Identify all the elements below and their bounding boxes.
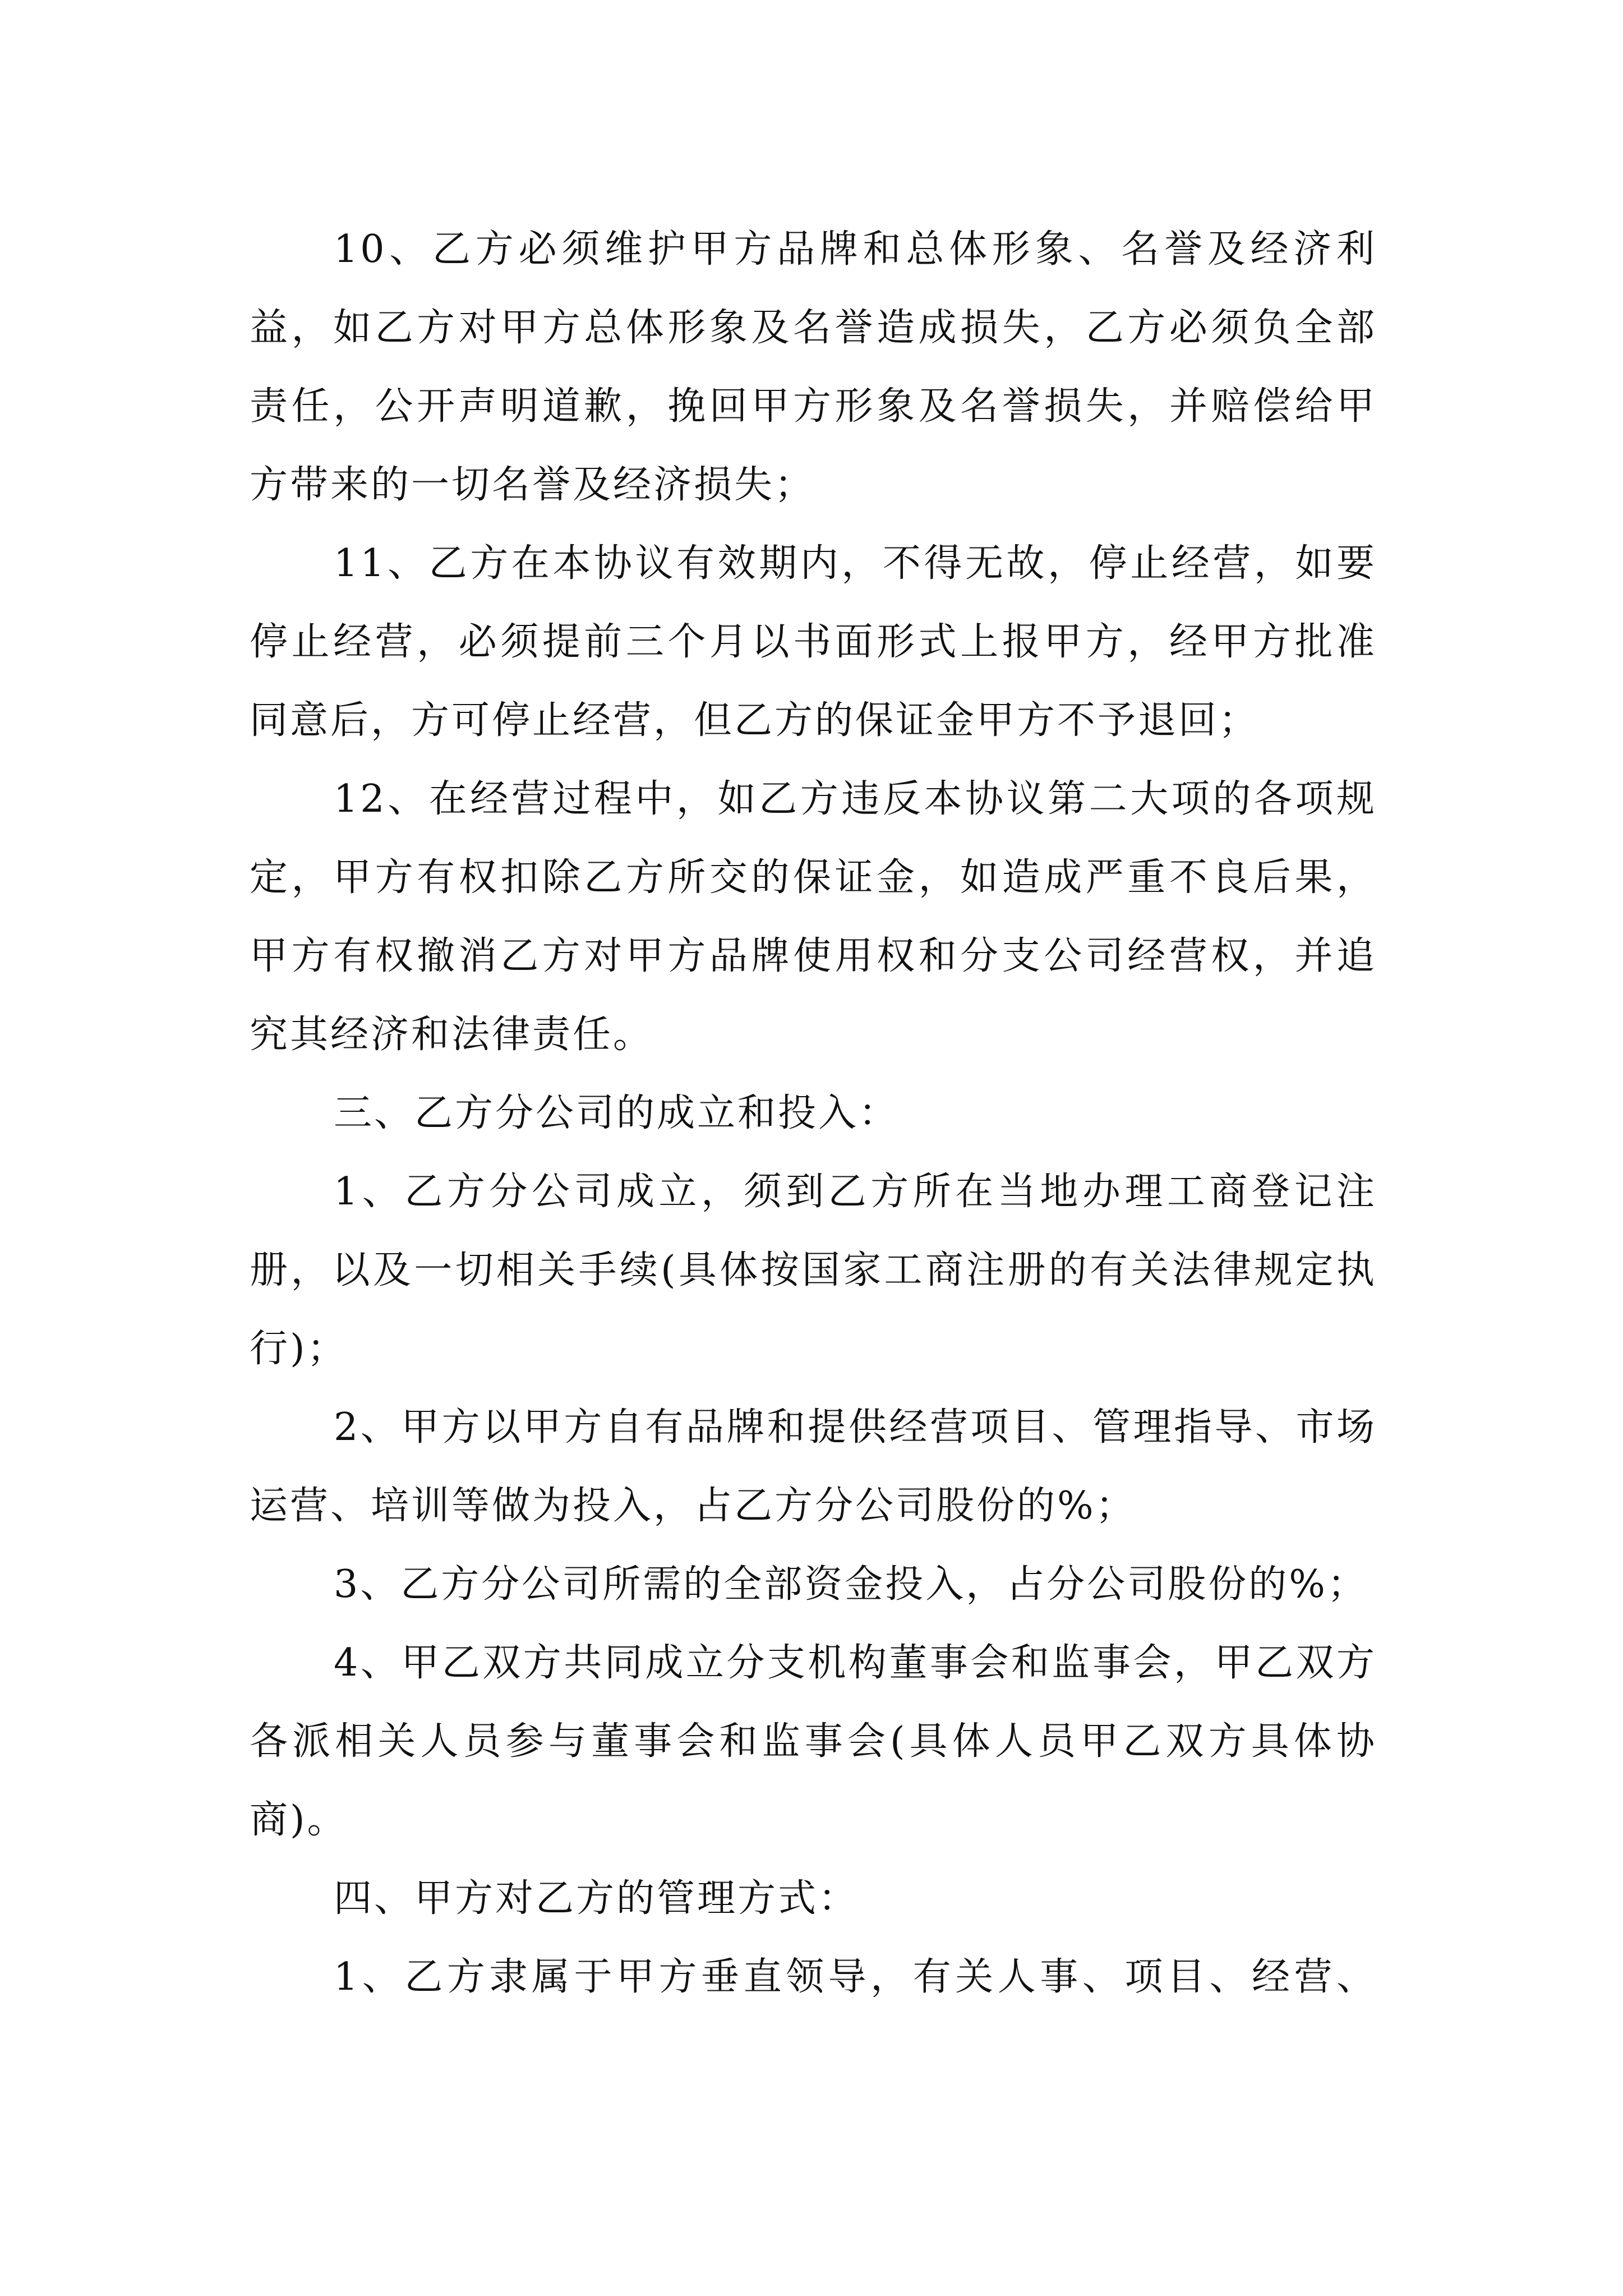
section-heading-4: 四、甲方对乙方的管理方式： xyxy=(334,1876,859,1921)
section-3-clause-1: 1、乙方分公司成立，须到乙方所在当地办理工商登记注册，以及一切相关手续(具体按国家工商注册的有关法律规定执行)； xyxy=(250,1170,1377,1371)
body-text xyxy=(250,210,1377,2017)
clause-11: 11、乙方在本协议有效期内，不得无故，停止经营，如要停止经营，必须提前三个月以书面形式上报甲方，经甲方批准同意后，方可停止经营，但乙方的保证金甲方不予退回； xyxy=(250,541,1377,743)
clause-12: 12、在经营过程中，如乙方违反本协议第二大项的各项规定，甲方有权扣除乙方所交的保证金，如造成严重不良后果，甲方有权撤消乙方对甲方品牌使用权和分支公司经营权，并追究其经济和法律责任。 xyxy=(250,777,1377,1057)
clause-10: 10、乙方必须维护甲方品牌和总体形象、名誉及经济利益，如乙方对甲方总体形象及名誉造成损失，乙方必须负全部责任，公开声明道歉，挽回甲方形象及名誉损失，并赔偿给甲方带来的一切名誉及经济损失； xyxy=(250,227,1377,507)
section-heading-3: 三、乙方分公司的成立和投入： xyxy=(334,1091,900,1135)
section-3-clause-2: 2、甲方以甲方自有品牌和提供经营项目、管理指导、市场运营、培训等做为投入，占乙方分公司股份的%； xyxy=(250,1405,1377,1528)
section-4-clause-1: 1、乙方隶属于甲方垂直领导，有关人事、项目、经营、 xyxy=(334,1955,1377,1999)
section-3-clause-4: 4、甲乙双方共同成立分支机构董事会和监事会，甲乙双方各派相关人员参与董事会和监事会(具体人员甲乙双方具体协商)。 xyxy=(250,1641,1377,1842)
section-3-clause-3: 3、乙方分公司所需的全部资金投入，占分公司股份的%； xyxy=(334,1562,1368,1607)
